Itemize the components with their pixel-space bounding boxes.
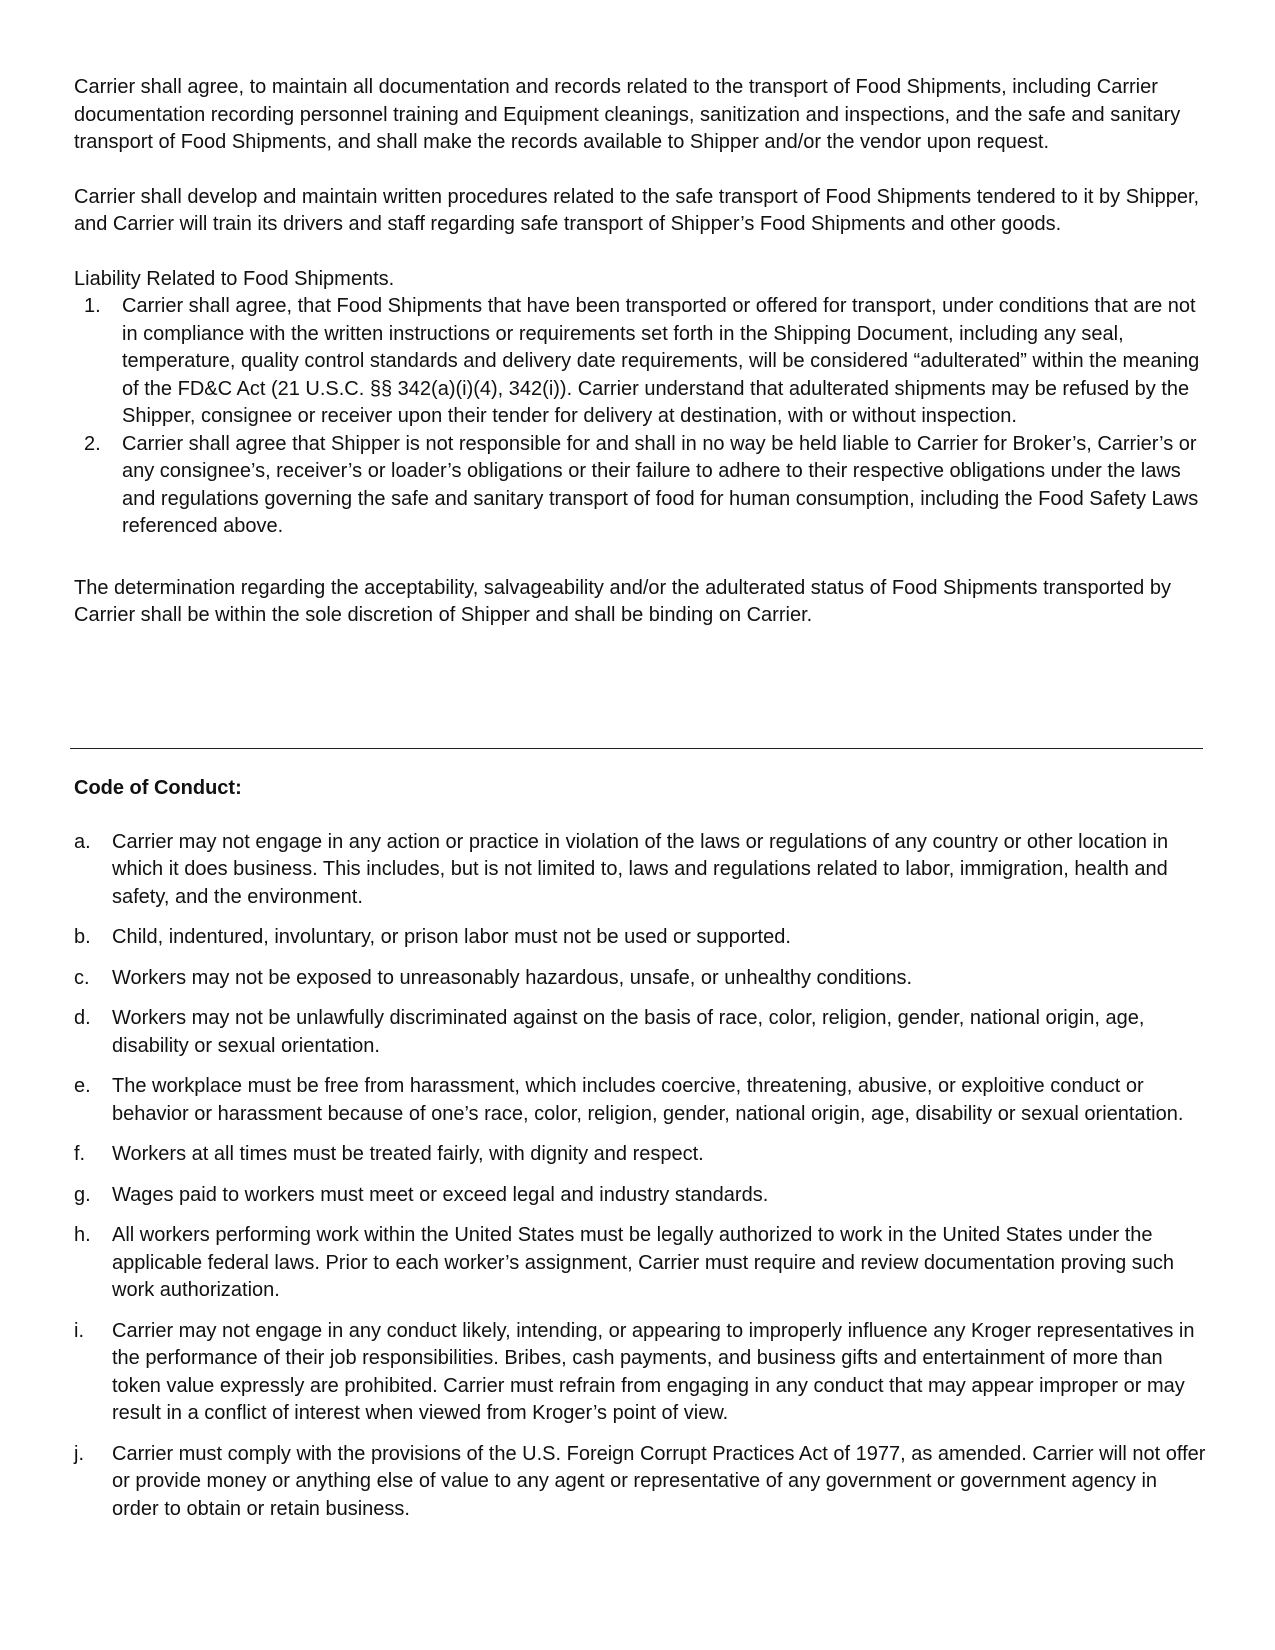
list-item-text: Child, indentured, involuntary, or prison labor must not be used or supported.: [112, 926, 791, 948]
list-item: [74, 1005, 1206, 1060]
list-item: [74, 829, 1206, 912]
list-item: [74, 965, 1206, 993]
list-item-text: Carrier shall agree, that Food Shipments that have been transported or offered for transport, under conditions that are not in compliance with the written instructions or requirements set forth in the Shipping Document, including any seal, temperature, quality control standards and delivery date requirements, will be considered “adulterated” within the meaning of the FD&C Act (21 U.S.C. §§ 342(a)(i)(4), 342(i)). Carrier understand that adulterated shipments may be refused by the Shipper, consignee or receiver upon their tender for delivery at destination, with or without inspection.: [122, 295, 1200, 427]
list-marker: 2.: [84, 432, 101, 455]
list-item: [74, 1182, 1206, 1210]
list-marker: g.: [74, 1183, 91, 1206]
list-item: [74, 1073, 1206, 1128]
list-item-text: Workers may not be exposed to unreasonably hazardous, unsafe, or unhealthy conditions.: [112, 966, 913, 989]
list-marker: f.: [74, 1143, 86, 1165]
list-marker: h.: [74, 1224, 91, 1246]
list-item-text: Carrier may not engage in any action or practice in violation of the laws or regulations of any country or other location in which it does business. This includes, but is not limited to, laws and regulations related to labor, immigration, health and safety, and the environment.: [112, 830, 1169, 908]
procedures-paragraph: Carrier shall develop and maintain written procedures related to the safe transport of Food Shipments tendered to it by Shipper, and Carrier will train its drivers and staff regarding safe transport of Shipper’s Food Shipments and other goods.: [74, 185, 1200, 235]
document-body: [74, 74, 1206, 630]
list-item-text: Workers may not be unlawfully discriminated against on the basis of race, color, religion, gender, national origin, age, disability or sexual orientation.: [112, 1007, 1145, 1057]
liability-list: [74, 293, 1206, 541]
list-marker: 1.: [84, 295, 101, 317]
list-item: [74, 1222, 1206, 1305]
list-item: [74, 924, 1206, 952]
records-paragraph: Carrier shall agree, to maintain all documentation and records related to the transport of Food Shipments, including Carrier documentation recording personnel training and Equipment cleanings, sanitization and inspections, and the safe and sanitary transport of Food Shipments, and shall make the records available to Shipper and/or the vendor upon request.: [74, 76, 1181, 153]
liability-heading: Liability Related to Food Shipments.: [74, 267, 395, 290]
list-marker: c.: [74, 966, 90, 989]
list-marker: e.: [74, 1075, 91, 1097]
list-marker: j.: [74, 1442, 84, 1465]
list-item: [74, 431, 1206, 541]
list-item: [74, 1441, 1206, 1524]
list-item-text: Carrier must comply with the provisions of the U.S. Foreign Corrupt Practices Act of 1977, as amended. Carrier will not offer or provide money or anything else of value to any agent or representative of any government or government agency in order to obtain or retain business.: [112, 1442, 1206, 1520]
code-of-conduct-title: Code of Conduct:: [74, 777, 242, 799]
list-item-text: All workers performing work within the United States must be legally authorized to work in the United States under the applicable federal laws. Prior to each worker’s assignment, Carrier must require and review documentation proving such work authorization.: [112, 1224, 1174, 1301]
list-item: [74, 1141, 1206, 1169]
determination-paragraph: The determination regarding the acceptability, salvageability and/or the adulterated status of Food Shipments transported by Carrier shall be within the sole discretion of Shipper and shall be binding on Carrier.: [74, 576, 1171, 626]
list-marker: a.: [74, 830, 91, 853]
list-marker: d.: [74, 1007, 91, 1029]
list-item: [74, 1318, 1206, 1428]
section-divider: [70, 748, 1203, 749]
code-of-conduct-section: [74, 775, 1206, 1536]
code-of-conduct-list: [74, 829, 1206, 1524]
list-item-text: Workers at all times must be treated fairly, with dignity and respect.: [112, 1143, 704, 1165]
list-item-text: Carrier shall agree that Shipper is not responsible for and shall in no way be held liable to Carrier for Broker’s, Carrier’s or any consignee’s, receiver’s or loader’s obligations or their failure to adhere to their respective obligations under the laws and regulations governing the safe and sanitary transport of food for human consumption, including the Food Safety Laws referenced above.: [122, 432, 1199, 537]
list-marker: i.: [74, 1319, 84, 1342]
list-item-text: Carrier may not engage in any conduct likely, intending, or appearing to improperly influence any Kroger representatives in the performance of their job responsibilities. Bribes, cash payments, and business gifts and entertainment of more than token value expressly are prohibited. Carrier must refrain from engaging in any conduct that may appear improper or may result in a conflict of interest when viewed from Kroger’s point of view.: [112, 1319, 1195, 1424]
list-item-text: The workplace must be free from harassment, which includes coercive, threatening, abusive, or exploitive conduct or behavior or harassment because of one’s race, color, religion, gender, national origin, age, disability or sexual orientation.: [112, 1075, 1184, 1125]
list-marker: b.: [74, 926, 91, 948]
list-item-text: Wages paid to workers must meet or exceed legal and industry standards.: [112, 1183, 769, 1206]
list-item: [74, 293, 1206, 431]
